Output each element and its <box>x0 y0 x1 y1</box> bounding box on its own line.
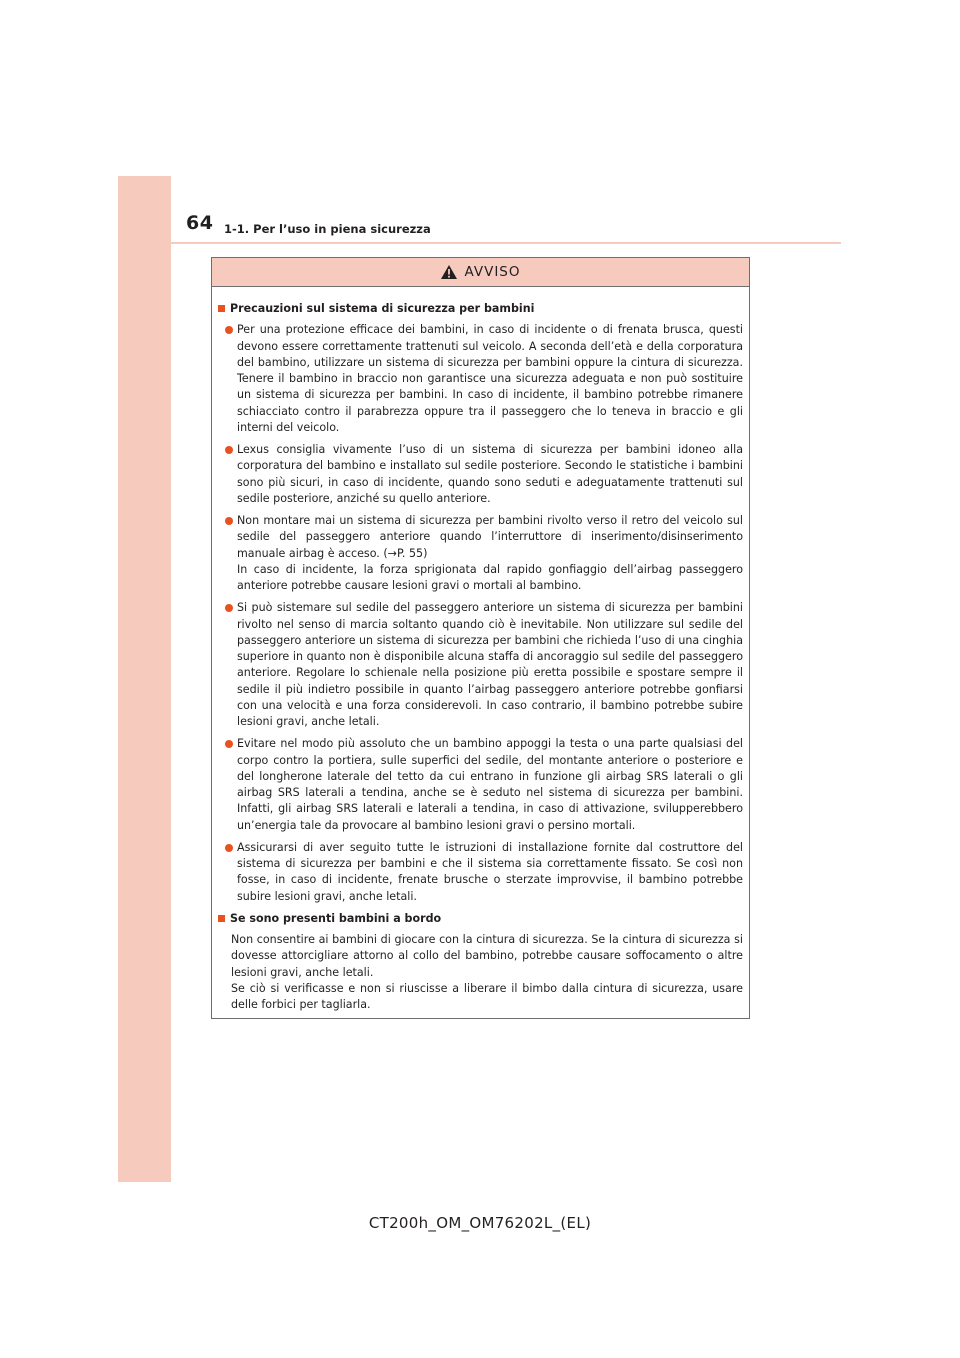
bullet-dot-icon <box>225 740 233 748</box>
square-bullet-icon <box>218 305 225 312</box>
topic-title: Se sono presenti bambini a bordo <box>230 911 442 925</box>
list-item <box>218 736 743 834</box>
bullet-dot-icon <box>225 446 233 454</box>
list-item-continuation: In caso di incidente, la forza sprigionata dal rapido gonfiaggio dell’airbag passeggero anteriore potrebbe causare lesioni gravi o mortali al bambino. <box>237 562 743 592</box>
paragraph: Non consentire ai bambini di giocare con la cintura di sicurezza. Se la cintura di sicurezza si dovesse attorcigliare attorno al collo del bambino, potrebbe causare soffocamento o altre lesioni gravi, anche letali. <box>231 933 743 979</box>
list-item-text: Per una protezione efficace dei bambini, in caso di incidente o di frenata brusca, questi devono essere correttamente trattenuti sul veicolo. A seconda dell’età e della corporatura del bambino, utilizzare un sistema di sicurezza per bambini oppure la cintura di sicurezza. Tenere il bambino in braccio non garantisce una sicurezza adeguata e non può sostituire un sistema di sicurezza per bambini. In caso di incidente, il bambino potrebbe rimanere schiacciato contro il parabrezza oppure tra il passeggero che lo teneva in braccio e gli interni del veicolo. <box>237 323 743 434</box>
list-item-text: Si può sistemare sul sedile del passeggero anteriore un sistema di sicurezza per bambini rivolto nel senso di marcia soltanto quando ciò è inevitabile. Non utilizzare sul sedile del passeggero anteriore un sistema di sicurezza per bambini che richieda l’uso di una cinghia superiore in quanto non è disponibile alcuna staffa di ancoraggio sul sedile del passeggero anteriore. Regolare lo schienale nella posizione più eretta possibile e spostare sempre il sedile il più indietro possibile in quanto l’airbag passeggero anteriore potrebbe gonfiarsi con una velocità e una forza considerevoli. In caso contrario, il bambino potrebbe subire lesioni gravi, anche letali. <box>237 601 743 728</box>
bullet-dot-icon <box>225 604 233 612</box>
warning-triangle-icon <box>440 264 458 280</box>
bullet-dot-icon <box>225 326 233 334</box>
warning-box <box>211 257 750 1019</box>
page-number: 64 <box>186 212 214 234</box>
topic-paragraphs <box>218 932 743 1013</box>
list-item-text: Non montare mai un sistema di sicurezza per bambini rivolto verso il retro del veicolo sul sedile del passeggero anteriore quando l’interruttore di inserimento/disinserimento manuale airbag è acceso. (→P. 55) <box>237 514 743 560</box>
topic-title: Precauzioni sul sistema di sicurezza per bambini <box>230 302 535 315</box>
header-divider <box>171 242 841 244</box>
paragraph: Se ciò si verificasse e non si riuscisse a liberare il bimbo dalla cintura di sicurezza, usare delle forbici per tagliarla. <box>231 981 743 1011</box>
list-item <box>218 322 743 436</box>
list-item-text: Assicurarsi di aver seguito tutte le istruzioni di installazione fornite dal costruttore del sistema di sicurezza per bambini e che il sistema sia correttamente fissato. Se così non fosse, in caso di incidente, frenate brusche o sterzate improvvise, il bambino potrebbe subire lesioni gravi, anche letali. <box>237 840 743 903</box>
topic-heading <box>218 911 743 927</box>
page-side-tab <box>118 176 171 1182</box>
warning-body <box>212 287 749 1013</box>
list-item <box>218 840 743 905</box>
section-title: 1-1. Per l’uso in piena sicurezza <box>224 222 431 236</box>
list-item-text: Lexus consiglia vivamente l’uso di un sistema di sicurezza per bambini idoneo alla corporatura del bambino e installato sul sedile posteriore. Secondo le statistiche i bambini sono più sicuri, in caso di incidente, quando sono seduti e adeguatamente trattenuti sul sedile posteriore, anziché su quello anteriore. <box>237 443 743 505</box>
bullet-dot-icon <box>225 844 233 852</box>
list-item <box>218 442 743 507</box>
warning-header <box>212 258 749 287</box>
topic-heading <box>218 301 743 317</box>
list-item-text: Evitare nel modo più assoluto che un bambino appoggi la testa o una parte qualsiasi del corpo contro la portiera, sulle superfici del sedile, del montante anteriore o posteriore e del longherone laterale del tetto da cui entrano in funzione gli airbag SRS laterali o gli airbag SRS laterali a tendina, anche se è seduto nel sistema di sicurezza per bambini. Infatti, gli airbag SRS laterali e laterali a tendina, in caso di attivazione, svilupperebbero un’energia tale da provocare al bambino lesioni gravi o persino mortali. <box>237 737 743 832</box>
manual-code: CT200h_OM_OM76202L_(EL) <box>368 1214 592 1232</box>
list-item <box>218 513 743 594</box>
list-item <box>218 600 743 730</box>
warning-title: AVVISO <box>464 264 521 280</box>
bullet-dot-icon <box>225 517 233 525</box>
square-bullet-icon <box>218 915 225 922</box>
